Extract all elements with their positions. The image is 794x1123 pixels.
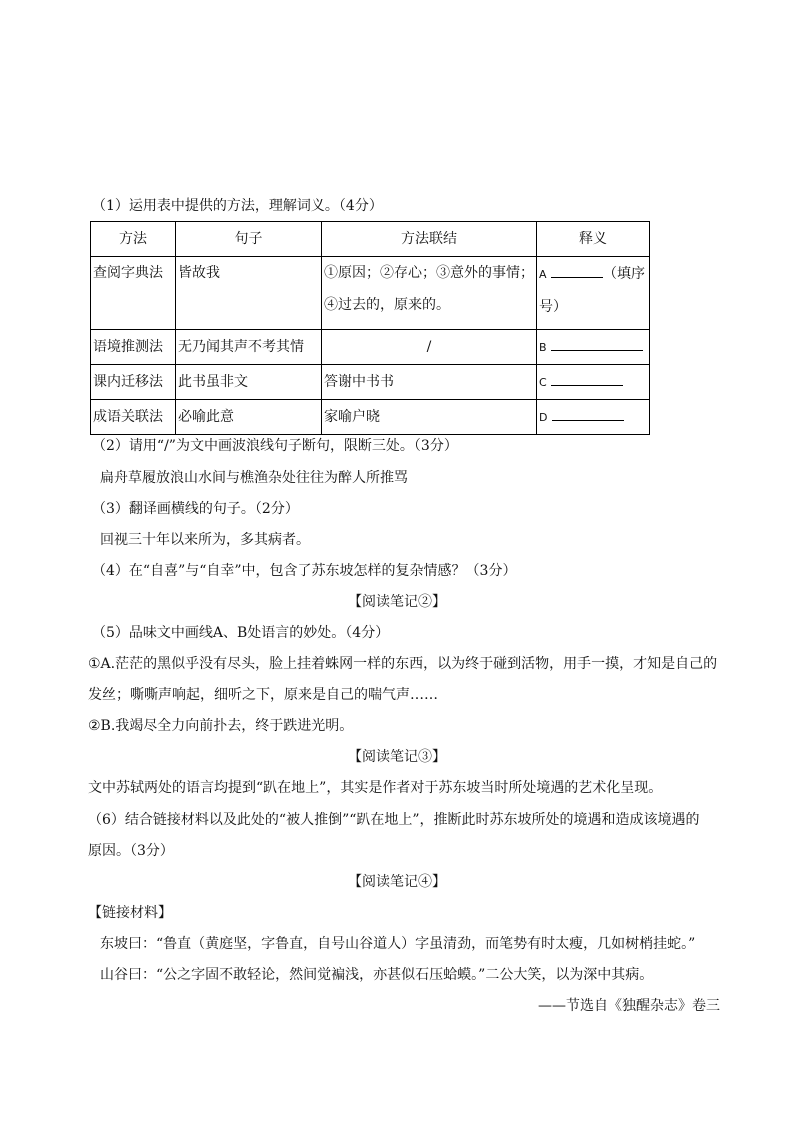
methods-table — [90, 221, 650, 435]
reading-note-3-heading: 【阅读笔记③】 — [348, 749, 446, 765]
reading-note-2-heading: 【阅读笔记②】 — [348, 594, 446, 610]
table-row — [91, 330, 650, 365]
q1-prompt: （1）运用表中提供的方法，理解词义。（4分） — [92, 198, 383, 214]
cell-answer — [537, 365, 650, 400]
answer-label-c: C — [539, 376, 547, 389]
q2-prompt: （2）请用“/”为文中画波浪线句子断句，限断三处。（3分） — [92, 438, 458, 454]
material-source: ——节选自《独醒杂志》卷三 — [538, 998, 720, 1014]
answer-label-a: A — [539, 268, 547, 281]
q3-prompt: （3）翻译画横线的句子。（2分） — [92, 501, 299, 517]
q3-sentence: 回视三十年以来所为，多其病者。 — [100, 532, 310, 548]
material-line2: 山谷曰：“公之字固不敢轻论，然间觉褊浅，亦甚似石压蛤蟆。”二公大笑，以为深中其病。 — [100, 967, 654, 983]
cell-link-line2: ④过去的，原来的。 — [324, 297, 450, 313]
cell-link — [322, 257, 537, 330]
q5-b-line: ②B.我竭尽全力向前扑去，终于跌进光明。 — [88, 718, 354, 734]
cell-sentence: 此书虽非文 — [176, 365, 322, 400]
q6-line2: 原因。（3分） — [88, 843, 174, 859]
header-sentence: 句子 — [176, 222, 322, 257]
q5-a-line2: 发丝；嘶嘶声响起，细听之下，原来是自己的喘气声…… — [88, 687, 438, 703]
cell-answer — [537, 400, 650, 435]
table-row — [91, 400, 650, 435]
answer-blank-d[interactable] — [552, 406, 624, 421]
note3-text: 文中苏轼两处的语言均提到“趴在地上”，其实是作者对于苏东坡当时所处境遇的艺术化呈现。 — [88, 780, 663, 796]
cell-method: 成语关联法 — [91, 400, 176, 435]
cell-link: 答谢中书书 — [322, 365, 537, 400]
cell-sentence: 皆故我 — [176, 257, 322, 330]
cell-method: 语境推测法 — [91, 330, 176, 365]
cell-sentence: 无乃闻其声不考其情 — [176, 330, 322, 365]
header-link: 方法联结 — [322, 222, 537, 257]
cell-method: 课内迁移法 — [91, 365, 176, 400]
cell-link: 家喻户晓 — [322, 400, 537, 435]
q5-a-line1: ①A.茫茫的黑似乎没有尽头，脸上挂着蛛网一样的东西，以为终于碰到活物，用手一摸，才知是自己的 — [88, 656, 718, 672]
cell-sentence: 必喻此意 — [176, 400, 322, 435]
answer-hint: （填序 — [602, 266, 645, 282]
q2-sentence: 扁舟草履放浪山水间与樵渔杂处往往为醉人所推骂 — [100, 470, 408, 486]
answer-label-b: B — [539, 341, 547, 354]
q4-prompt: （4）在“自喜”与“自幸”中，包含了苏东坡怎样的复杂情感？（3分） — [92, 563, 517, 579]
answer-blank-a[interactable] — [551, 263, 603, 278]
answer-blank-c[interactable] — [551, 371, 623, 386]
cell-answer — [537, 257, 650, 330]
table-row — [91, 365, 650, 400]
material-title: 【链接材料】 — [88, 905, 172, 921]
answer-blank-b[interactable] — [551, 336, 643, 351]
header-method: 方法 — [91, 222, 176, 257]
table-header-row — [91, 222, 650, 257]
q5-prompt: （5）品味文中画线A、B处语言的妙处。（4分） — [92, 625, 390, 641]
table-row — [91, 257, 650, 330]
reading-note-4-heading: 【阅读笔记④】 — [348, 874, 446, 890]
cell-answer — [537, 330, 650, 365]
cell-link: / — [322, 330, 537, 365]
answer-hint-2: 号） — [539, 299, 567, 315]
cell-method: 查阅字典法 — [91, 257, 176, 330]
answer-label-d: D — [539, 411, 548, 424]
q6-line1: （6）结合链接材料以及此处的“被人推倒”“趴在地上”，推断此时苏东坡所处的境遇和造成该境遇的 — [88, 812, 700, 828]
header-meaning: 释义 — [537, 222, 650, 257]
cell-link-line1: ①原因；②存心；③意外的事情； — [324, 265, 534, 281]
material-line1: 东坡曰：“鲁直（黄庭坚，字鲁直，自号山谷道人）字虽清劲，而笔势有时太瘦，几如树梢挂蛇。” — [100, 936, 696, 952]
